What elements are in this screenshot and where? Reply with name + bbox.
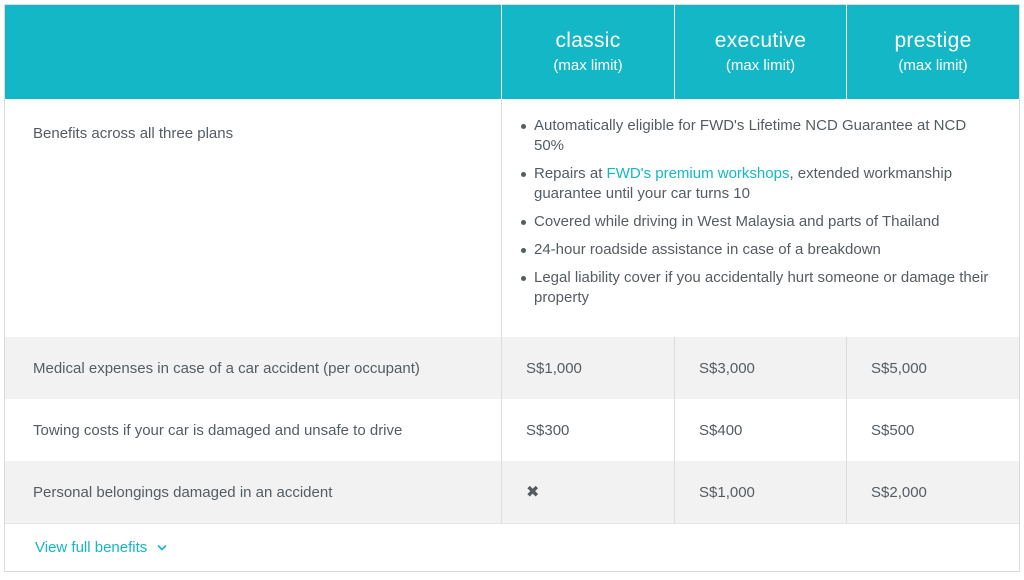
- benefit-text: Repairs at: [534, 165, 607, 182]
- plan-name: prestige: [894, 29, 972, 52]
- shared-benefits-list: [516, 116, 999, 308]
- shared-benefits-list-cell: [501, 99, 1019, 337]
- plan-header-classic: [501, 5, 674, 99]
- plan-limit-note: (max limit): [898, 57, 968, 74]
- plan-header-prestige: [846, 5, 1019, 99]
- header-empty-cell: [5, 5, 501, 99]
- table-row-medical: [5, 337, 1019, 399]
- benefit-text: , extended workmanship guarantee until your car turns 10: [534, 165, 953, 202]
- chevron-down-icon: [157, 543, 167, 553]
- benefit-item: Covered while driving in West Malaysia and parts of Thailand: [534, 212, 999, 232]
- benefit-item: Legal liability cover if you accidentally hurt someone or damage their property: [534, 268, 999, 308]
- not-covered-icon: ✖: [526, 484, 540, 501]
- shared-benefits-row: [5, 99, 1019, 337]
- premium-workshops-link[interactable]: FWD's premium workshops: [606, 165, 790, 182]
- prestige-value: S$5,000: [846, 337, 1019, 399]
- benefit-item: Automatically eligible for FWD's Lifetime NCD Guarantee at NCD 50%: [534, 116, 999, 156]
- table-row-towing: [5, 399, 1019, 461]
- row-label: Towing costs if your car is damaged and unsafe to drive: [33, 421, 403, 439]
- executive-value: S$400: [674, 399, 846, 461]
- view-full-benefits-label: View full benefits: [35, 539, 148, 556]
- plan-name: classic: [555, 29, 621, 52]
- plan-header-executive: [674, 5, 846, 99]
- benefit-item: [534, 164, 999, 204]
- prestige-value: S$2,000: [846, 461, 1019, 523]
- plan-name: executive: [714, 29, 807, 52]
- plan-comparison-table: [4, 4, 1020, 572]
- shared-benefits-label: Benefits across all three plans: [33, 125, 234, 142]
- classic-value: [501, 461, 674, 523]
- benefit-item: 24-hour roadside assistance in case of a breakdown: [534, 240, 999, 260]
- row-label: Medical expenses in case of a car accident (per occupant): [33, 359, 420, 377]
- plan-limit-note: (max limit): [725, 57, 796, 74]
- executive-value: S$1,000: [674, 461, 846, 523]
- classic-value: S$1,000: [501, 337, 674, 399]
- table-row-belongings: [5, 461, 1019, 523]
- plan-limit-note: (max limit): [553, 57, 623, 74]
- classic-value: S$300: [501, 399, 674, 461]
- executive-value: S$3,000: [674, 337, 846, 399]
- row-label: Personal belongings damaged in an accident: [33, 483, 333, 501]
- prestige-value: S$500: [846, 399, 1019, 461]
- table-header: [5, 5, 1019, 99]
- table-footer: [5, 523, 1019, 571]
- view-full-benefits-link[interactable]: [35, 539, 167, 556]
